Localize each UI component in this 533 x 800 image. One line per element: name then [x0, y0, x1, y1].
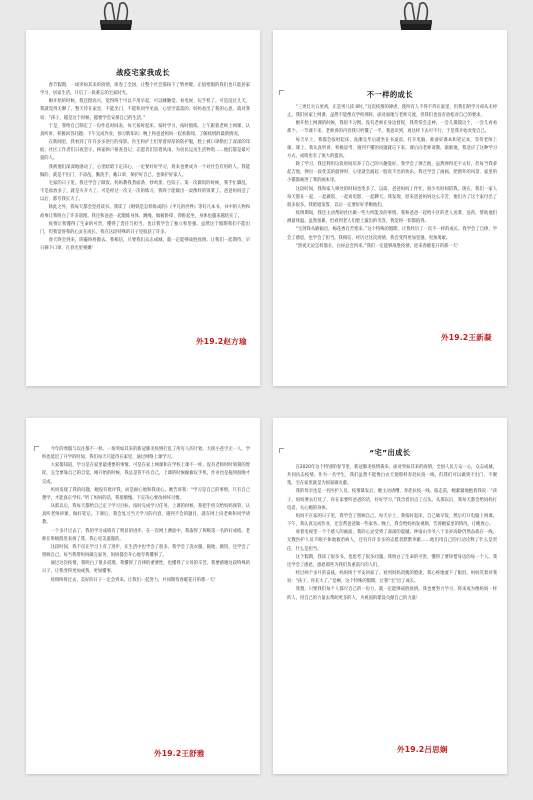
paragraph: “三更灯火五更鸡，正是男儿读书时。”这次疫情的肆虐，使所有人不得不待在家里，但我们的学习却从未停止。我们居家上网课，虽然不能像在学校那样，面对面地与老师交流，但我们也没有放松对自己的要求。 [287, 105, 497, 119]
paragraph: 疫情让我懂得了生命的可贵，懂得了责任与担当，也让我学会了独立和坚强。虽然这个假期我们不能出门，但我觉得我的心灵在成长，我在这段特殊的日子里收获了许多。 [40, 221, 250, 235]
paragraph: 这段时间，我不仅在学习上有了进步，在生活中也学会了很多。我学会了洗衣服、拖地、做饭，还学会了照顾自己。每当我帮妈妈做完家务，妈妈都会开心地夸我懂事了。 [42, 544, 250, 559]
essay-body [287, 464, 497, 603]
paragraph: 春节假期，一场突如其来的疫情，席卷了全国，让整个社会都按下了暂停键。正值寒假的我们也只能居家学习、居家生活，开启了一段难忘的宅家时光。 [40, 83, 250, 97]
paragraph: 妈妈发现了我的问题，她没有批评我，而是耐心地和我谈心。她告诉我：“学习是自己的事情，只有自己想学，才能真正学好。”听了妈妈的话，我很惭愧，下定决心要改掉坏习惯。 [42, 487, 250, 501]
paragraph: 宅家的日子里，我还学会了做饭。妈妈教我煮面条、炒鸡蛋、包饺子。第一次做饭的时候，我手忙脚乱，不是盐放多了，就是火开大了。可是经过一次又一次的练习，我终于能做出一桌像样的饭菜了。爸爸妈妈尝了以后，都夸我长大了。 [40, 180, 250, 203]
paragraph: 我被他们深深地感动了，心里暗暗下定决心，一定要好好学习，将来也要成为一个对社会有用的人。我能做的，就是不出门、不添乱，勤洗手、戴口罩，保护好自己，也保护好家人。 [40, 164, 250, 178]
paragraph: 在2020年这个特别的春节里，新冠肺炎疫情袭来，面对突如其来的疫情，全国人民万众一心，众志成城，共同抗击疫情。作为一名学生，我们虽然不能像白衣天使那样奔赴抗疫一线，但我们可以做到不出门、不聚集，宅在家里就是为国家做贡献。 [287, 465, 497, 487]
author-signature: 外19.2王新凝 [441, 333, 492, 342]
paragraph: 通过这次疫情，我明白了很多道理。我懂得了自律的重要性，也懂得了父母的辛苦。我要感谢这段特殊的日子，让我变得更加成熟，更加懂事。 [42, 561, 250, 575]
paragraph: 妈妈不在家的日子里，我学会了照顾自己。每天早上，我按时起床，自己做早饭，然后打开电脑上网课。下午，我认真完成作业，还会帮爸爸做一些家务。晚上，我会给妈妈发视频，告诉她家里的情况，让她放心。 [287, 513, 497, 528]
crop-mark [279, 90, 284, 95]
author-signature: 外19.2吕思娴 [397, 745, 448, 754]
essay-sheet-1 [26, 30, 260, 386]
paragraph: “宝剑锋从磨砺出，梅花香自苦寒来。”这个特殊的假期，让我经历了一次不一样的成长。我学会了自律，学会了感恩，也学会了担当。我相信，经历过这次疫情，我会变得更加坚强、更加勇敢。 [287, 227, 497, 241]
author-signature: 外19.2赵方瑜 [196, 337, 247, 346]
crop-mark [34, 446, 39, 451]
essay-sheet-4 [273, 418, 507, 774]
paragraph: 今年的寒假与以往都不一样。一场突如其来的新冠肺炎疫情打乱了所有人的计划，大街小巷空无一人，学校也延迟了开学的时间。我们每天只能待在家里，通过网络上课学习。 [42, 447, 250, 461]
paragraph: 大家都知道，学习是在家里最重要的事情。可是在家上网课和在学校上课不一样，没有老师时时刻刻的督促，完全要靠自己的自觉。刚开始的时候，我总是管不住自己，上课的时候偷偷玩手机，作业也是拖到很晚才完成。 [42, 463, 250, 485]
paragraph: 春天终会到来，阴霾终将散去。我相信，只要我们众志成城，就一定能够战胜疫情。让我们一起期待，早日摘下口罩，在春光里相聚！ [40, 237, 250, 252]
paragraph: 疫情期间，我还主动帮助社区做一些力所能及的事情。我和爸爸一起给小区的老人送菜、送药，帮助他们测量体温。虽然很累，但看到老人们脸上露出的笑容，我觉得一切都值得。 [287, 211, 497, 225]
crop-mark [279, 448, 284, 453]
essay-body [42, 446, 250, 585]
paragraph: “黑夜无论怎样悠长，白昼总会到来。”我们一定能够战胜疫情，迎来春暖花开的那一天！ [295, 243, 462, 249]
paragraph: 刚开始的时候，我还挺高兴，觉得终于可以不用早起，可以睡懒觉、看电视、玩手机了。可是没过几天，我就觉得无聊了，整天待在家里，不能出门，不能和同学见面，心里空落落的。妈妈看出了我的心思，就对我说：“孩子，越是这个时候，越要学会安排自己的生活。” [40, 99, 250, 121]
paragraph: 我想，只要我们每个人都尽自己的一份力，就一定能够战胜疫情。我也要努力学习，将来成为像妈妈一样的人，用自己的力量去帮助更多的人，为祖国的建设贡献自己的力量！ [287, 587, 497, 601]
paragraph: 一个多月过去了，我的学习成绩有了明显的进步。在一次网上测验中，我取得了班级第一名的好成绩。老师在班级群里表扬了我，我心里美滋滋的。 [42, 528, 250, 542]
paragraph: 疫情终将过去，美好的日子一定会到来。让我们一起努力，共同期待春暖花开的那一天！ [50, 577, 219, 583]
paragraph: 除此之外，我每天都会坚持读书。我读了《钢铁是怎样炼成的》《平凡的世界》等好几本书，书中的人物和故事让我明白了许多道理。我还和爸爸一起锻炼身体，跳绳、做俯卧撑、仰卧起坐，身体也越来越结实了。 [40, 205, 250, 219]
author-signature: 外19.2王舒雅 [154, 749, 205, 758]
paragraph: 于是，我给自己制定了一份作息时间表，每天按时起床、按时学习、按时锻炼。上午跟着老师上网课，认真听讲，积极回答问题；下午完成作业，预习新知识；晚上和爸爸妈妈一起看新闻，了解疫情的最新情况。 [40, 123, 250, 137]
essay-body [287, 104, 497, 251]
paragraph: 这段时间，我和家人相处的时间也变多了。以前，爸爸妈妈工作忙，很少有时间陪我。现在，我们一家人每天都在一起，一起做饭、一起看电影、一起聊天。我发现，原来爸爸妈妈这么辛苦，他们为了这个家付出了很多很多。我暗暗发誓，以后一定要好好孝顺他们。 [287, 186, 497, 208]
essay-sheet-2 [273, 30, 507, 386]
paragraph: 从那以后，我每天都给自己定下学习目标，按时完成学习任务。上课的时候，我把手机交给妈妈保管，认真听老师讲课，做好笔记。下课后，我会复习当天学习的内容，遇到不会的题目，就在网上向老师和同学请教。 [42, 504, 250, 526]
essay-title: 战疫宅家我成长 [116, 68, 170, 77]
essay-body [40, 82, 250, 253]
essay-title: 不一样的成长 [366, 90, 414, 99]
paragraph: 每天早上，我都会按时起床，洗漱完毕后就坐在书桌前，打开电脑，准备好课本和笔记本，等待老师上课。课上，我认真听讲，积极思考，遇到不懂的问题就记下来，课后向老师请教。渐渐地，我适应了这种学习方式，成绩也有了很大的提高。 [287, 137, 497, 159]
essay-title: “宅”出成长 [369, 448, 411, 457]
paragraph: 我的母亲也是一名医护人员，疫情暴发后，她主动请缨，奔赴抗疫一线。临走前，她紧紧地抱着我说：“孩子，妈妈要去打仗了，你在家要听爸爸的话，好好学习。”我含着泪点了点头。从那以后，我每天都会给妈妈打电话，关心她的身体。 [287, 489, 497, 511]
essay-sheet-3 [26, 418, 260, 774]
paragraph: 看着电视里一个个感人的画面，我的心灵受到了深深的震撼。钟南山爷爷八十多岁高龄仍然奋战在一线，无数医护人员不眠不休地救治病人，还有许许多多的志愿者默默奉献……他们用自己的行动诠释了什么是责任，什么是担当。 [287, 530, 497, 552]
paragraph: 这个假期，我读了很多书，也思考了很多问题。我明白了生命的可贵，懂得了要珍惜身边的每一个人。我还学会了感恩，感恩那些为我们负重前行的人们。 [287, 554, 497, 568]
paragraph: 除了学习，我还利用这段时间培养了自己的兴趣爱好。我学会了弹吉他，虽然弹得还不太好，但每当我拿起吉他，弹出一段优美的旋律时，心里就会涌起一股说不出的快乐。我还学会了画画，把窗外的风景、家里的小猫都画进了我的画本里。 [287, 162, 497, 184]
paragraph: 在新闻里，我看到了许许多多逆行的身影。医生和护士们穿着厚厚的防护服，脸上被口罩勒出了深深的印痕；社区工作者们日夜坚守，挨家挨户排查登记；志愿者们冒着风雨，为居民运送生活物资……他们都是最可爱的人。 [40, 140, 250, 162]
paragraph: 经过两个多月的奋战，妈妈终于平安回家了。看到妈妈消瘦的脸庞，我心疼地流下了眼泪。妈妈笑着对我说：“孩子，你长大了。”是啊，这个特殊的假期，让我“宅”出了成长。 [287, 571, 497, 585]
paragraph: 刚开始上网课的时候，我很不习惯。没有老师在身边督促，我常常会走神，一会儿摸摸这个，一会儿看看那个。一节课下来，老师讲的内容我只听懂了一半。我意识到，再这样下去可不行，于是我开始改变自己。 [287, 121, 497, 135]
